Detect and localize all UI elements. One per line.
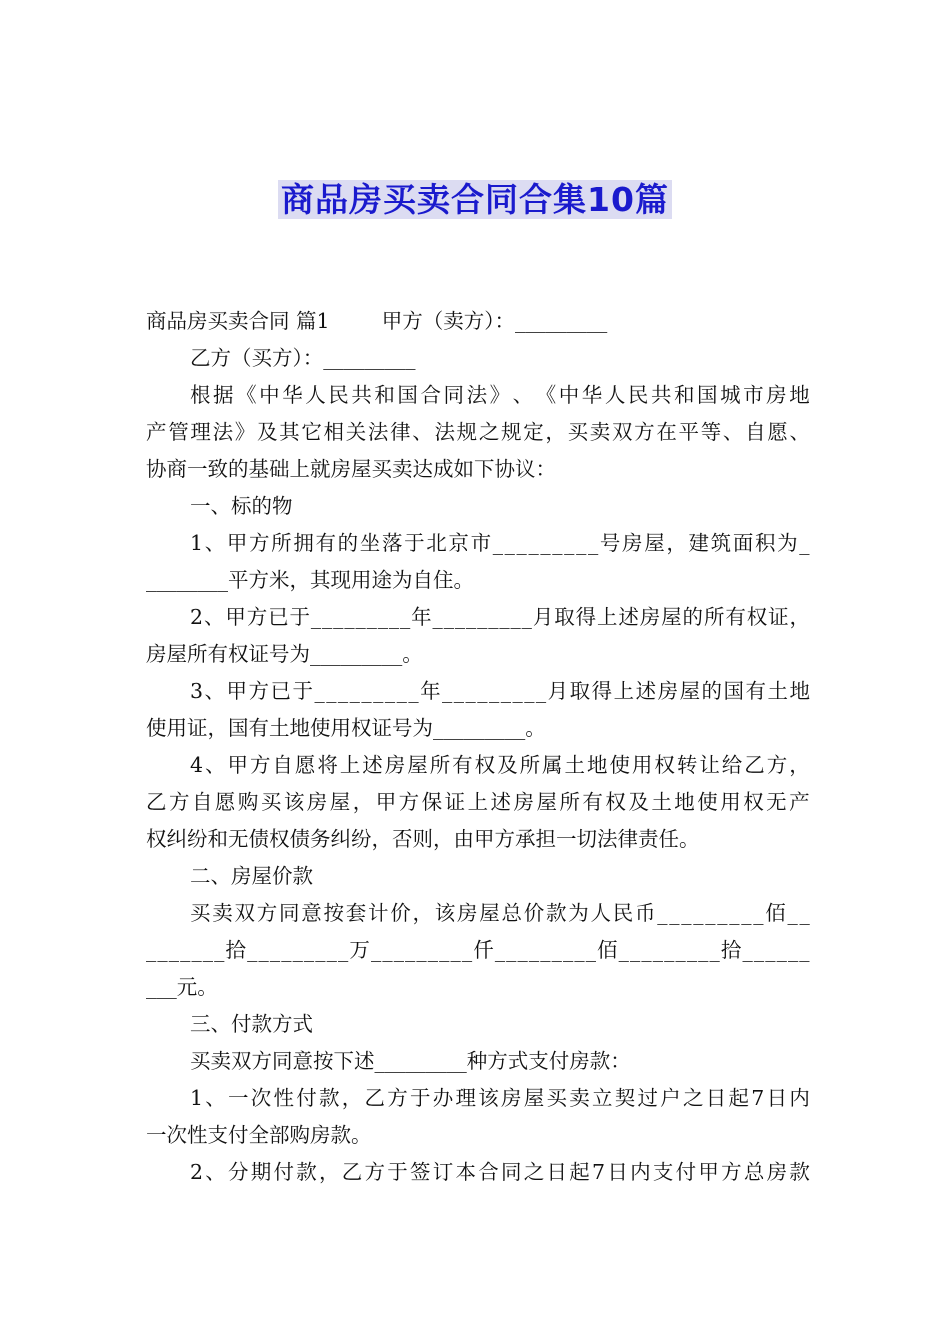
body-line: ___元。	[146, 975, 218, 999]
document-title-wrap	[0, 178, 950, 222]
body-line: 2 、 甲 方 已 于 _ _ _ _ _ _ _ _ _ 年 _ _ _ _ _ _ _ _ _ 月 取 得 上 述 房 屋 的 所 有 权 证 ，	[190, 605, 810, 629]
body-line: _ _ _ _ _ _ _ 拾 _ _ _ _ _ _ _ _ _ 万 _ _ _ _ _ _ _ _ _ 仟 _ _ _ _ _ _ _ _ _ 佰 _ _ _ _ _ _ _ _ _ 拾 _ _ _ _ _ _	[146, 938, 810, 962]
body-line: 3 、 甲 方 已 于 _ _ _ _ _ _ _ _ _ 年 _ _ _ _ _ _ _ _ _ 月 取 得 上 述 房 屋 的 国 有 土 地	[190, 679, 810, 703]
body-line: 1 、 一 次 性 付 款 ， 乙 方 于 办 理 该 房 屋 买 卖 立 契 过 户 之 日 起 7 日 内	[190, 1086, 810, 1110]
body-line: 产 管 理 法 》 及 其 它 相 关 法 律 、 法 规 之 规 定 ， 买 卖 双 方 在 平 等 、 自 愿 、	[146, 420, 810, 444]
body-line: 商品房买卖合同 篇1 甲方（卖方）：_________	[146, 309, 608, 333]
body-line: 买 卖 双 方 同 意 按 套 计 价 ， 该 房 屋 总 价 款 为 人 民 币 _ _ _ _ _ _ _ _ _ 佰 _ _	[190, 901, 810, 925]
body-line: 权纠纷和无债权债务纠纷，否则，由甲方承担一切法律责任。	[146, 827, 700, 851]
body-line: 2 、 分 期 付 款 ， 乙 方 于 签 订 本 合 同 之 日 起 7 日 内 支 付 甲 方 总 房 款	[190, 1160, 810, 1184]
body-line: 一次性支付全部购房款。	[146, 1123, 372, 1147]
body-line: 1 、 甲 方 所 拥 有 的 坐 落 于 北 京 市 _ _ _ _ _ _ _ _ _ 号 房 屋 ， 建 筑 面 积 为 _	[190, 531, 810, 555]
body-line: 二、房屋价款	[190, 864, 313, 888]
body-line: 使用证，国有土地使用权证号为_________。	[146, 716, 546, 740]
body-line: 房屋所有权证号为_________。	[146, 642, 423, 666]
body-line: 乙方（买方）：_________	[190, 346, 416, 370]
body-line: 买卖双方同意按下述_________种方式支付房款：	[190, 1049, 631, 1073]
body-line: 4 、 甲 方 自 愿 将 上 述 房 屋 所 有 权 及 所 属 土 地 使 用 权 转 让 给 乙 方 ，	[190, 753, 810, 777]
body-line: 根 据 《 中 华 人 民 共 和 国 合 同 法 》 、 《 中 华 人 民 共 和 国 城 市 房 地	[190, 383, 810, 407]
document-body	[146, 303, 810, 1191]
body-line: 一、标的物	[190, 494, 293, 518]
body-line: 三、付款方式	[190, 1012, 313, 1036]
document-title: 商品房买卖合同合集10篇	[278, 180, 672, 219]
body-line: ________平方米，其现用途为自住。	[146, 568, 474, 592]
body-line: 协商一致的基础上就房屋买卖达成如下协议：	[146, 457, 556, 481]
body-line: 乙 方 自 愿 购 买 该 房 屋 ， 甲 方 保 证 上 述 房 屋 所 有 权 及 土 地 使 用 权 无 产	[146, 790, 810, 814]
